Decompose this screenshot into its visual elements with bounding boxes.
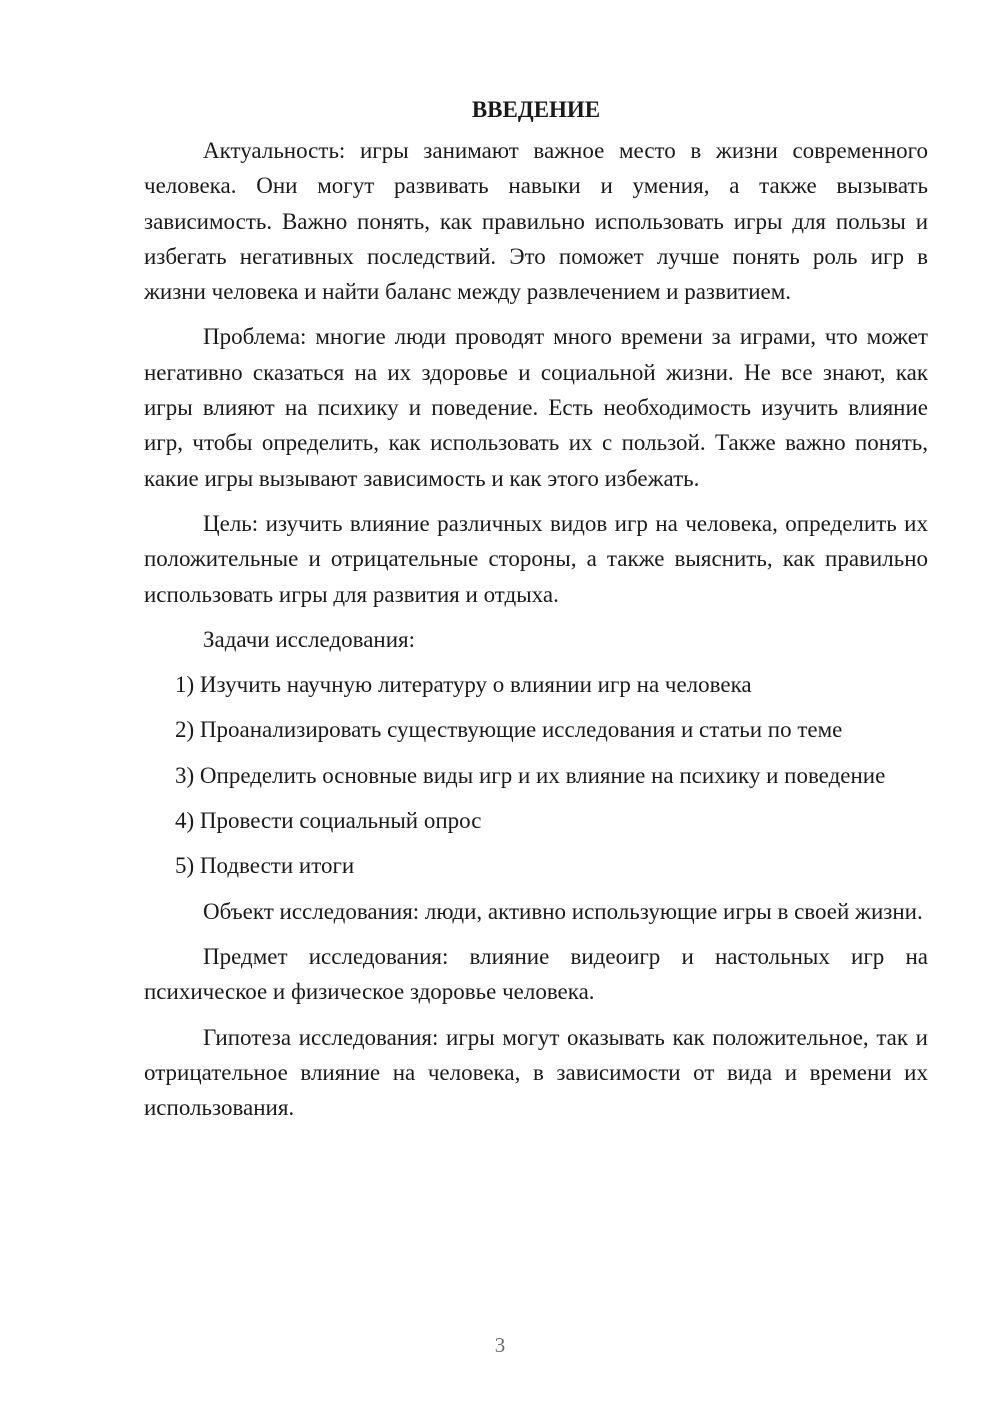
section-heading: ВВЕДЕНИЕ xyxy=(471,97,601,122)
tasks-title: Задачи исследования: xyxy=(203,626,416,652)
task-item-4: 4) Провести социальный опрос xyxy=(175,808,482,834)
task-item-1: 1) Изучить научную литературу о влиянии игр на человека xyxy=(175,672,752,698)
hypothesis-paragraph: Гипотеза исследования: игры могут оказывать как положительное, так и отрицательное влияние на человека, в зависимости от вида и времени их использования. xyxy=(144,1024,928,1121)
object-paragraph: Объект исследования: люди, активно использующие игры в своей жизни. xyxy=(203,898,923,924)
page-number: 3 xyxy=(494,1333,506,1357)
problem-paragraph: Проблема: многие люди проводят много времени за играми, что может негативно сказаться на их здоровье и социальной жизни. Не все знают, как игры влияют на психику и поведение. Есть необходимость изучить влияние игр, чтобы определить, как использовать их с пользой. Также важно понять, какие игры вызывают зависимость и как этого избежать. xyxy=(144,324,928,491)
task-item-3: 3) Определить основные виды игр и их влияние на психику и поведение xyxy=(175,762,886,788)
task-item-5: 5) Подвести итоги xyxy=(175,853,355,879)
subject-paragraph: Предмет исследования: влияние видеоигр и настольных игр на психическое и физическое здоровье человека. xyxy=(144,943,928,1005)
document-page xyxy=(144,92,928,1135)
goal-paragraph: Цель: изучить влияние различных видов игр на человека, определить их положительные и отрицательные стороны, а также выяснить, как правильно использовать игры для развития и отдыха. xyxy=(144,510,928,607)
task-item-2: 2) Проанализировать существующие исследования и статьи по теме xyxy=(175,717,843,743)
relevance-paragraph: Актуальность: игры занимают важное место в жизни современного человека. Они могут развивать навыки и умения, а также вызывать зависимость. Важно понять, как правильно использовать игры для пользы и избегать негативных последствий. Это поможет лучше понять роль игр в жизни человека и найти баланс между развлечением и развитием. xyxy=(144,138,928,305)
